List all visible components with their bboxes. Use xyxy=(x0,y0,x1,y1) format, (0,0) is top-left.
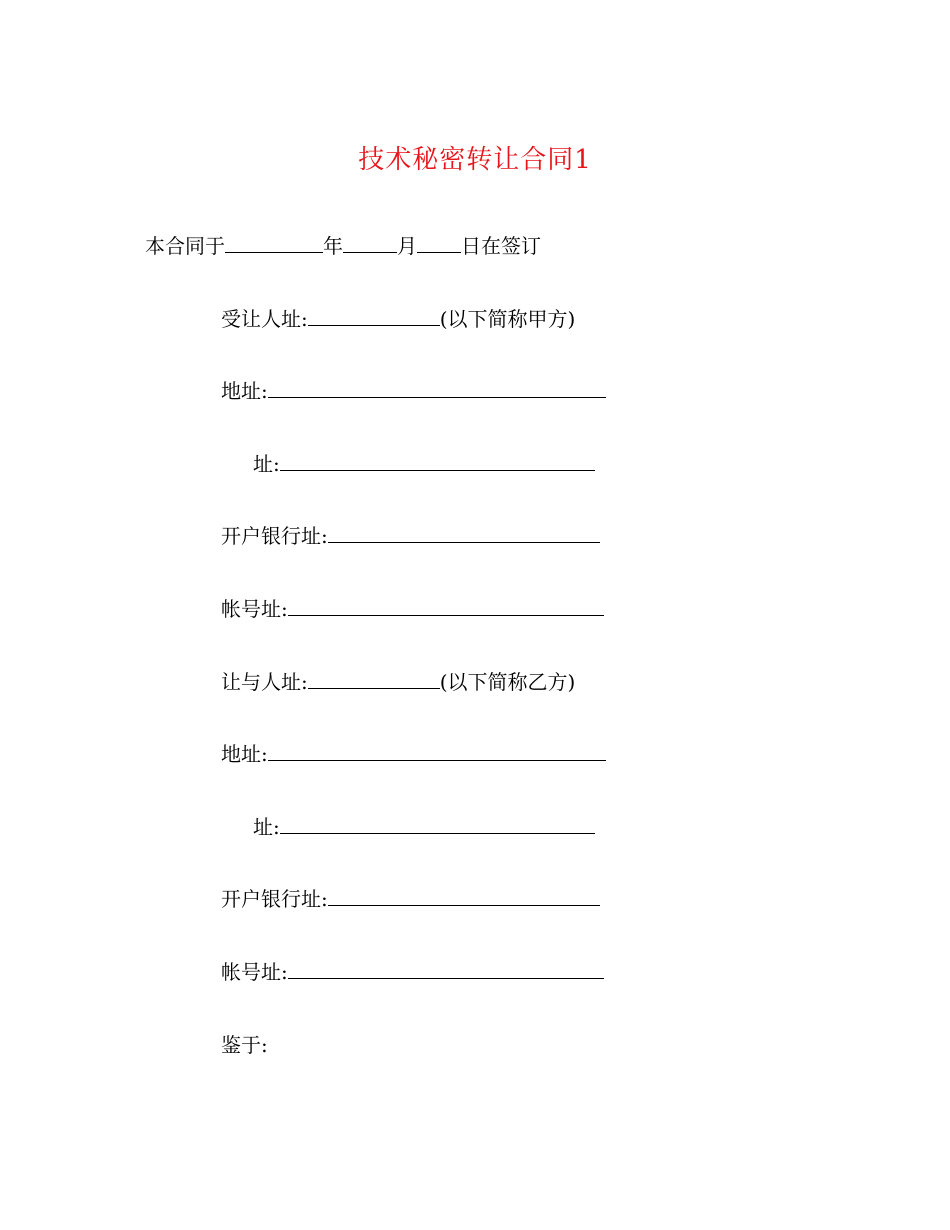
party-b-account-label: 帐号址: xyxy=(221,960,288,984)
year-blank[interactable] xyxy=(225,232,323,253)
party-b-address-label: 地址: xyxy=(221,742,268,766)
party-b-bank-label: 开户银行址: xyxy=(221,887,328,911)
party-b-account-blank[interactable] xyxy=(288,958,604,979)
party-a-second-address-line xyxy=(253,450,595,478)
party-a-address-line xyxy=(221,377,606,405)
party-a-name-line xyxy=(221,305,575,333)
party-a-address-blank[interactable] xyxy=(268,377,606,398)
whereas-line xyxy=(221,1031,268,1059)
year-label: 年 xyxy=(323,234,343,258)
party-b-account-line xyxy=(221,958,604,986)
party-b-second-address-line xyxy=(253,813,595,841)
document-title: 技术秘密转让合同1 xyxy=(358,145,592,175)
party-b-name-line xyxy=(221,668,575,696)
party-b-address-blank[interactable] xyxy=(268,740,606,761)
party-b-second-address-label: 址: xyxy=(253,815,280,839)
party-b-name-label: 让与人址: xyxy=(221,670,308,694)
party-b-bank-blank[interactable] xyxy=(328,885,600,906)
party-b-bank-line xyxy=(221,885,600,913)
party-a-bank-blank[interactable] xyxy=(328,522,600,543)
party-a-account-blank[interactable] xyxy=(288,595,604,616)
party-a-second-address-blank[interactable] xyxy=(280,450,595,471)
party-a-name-label: 受让人址: xyxy=(221,307,308,331)
date-prefix: 本合同于 xyxy=(145,234,225,258)
party-b-name-blank[interactable] xyxy=(308,668,440,689)
contract-date-line xyxy=(145,232,541,260)
party-a-address-label: 地址: xyxy=(221,379,268,403)
party-a-bank-label: 开户银行址: xyxy=(221,524,328,548)
day-blank[interactable] xyxy=(417,232,461,253)
party-a-bank-line xyxy=(221,522,600,550)
party-b-second-address-blank[interactable] xyxy=(280,813,595,834)
party-a-name-suffix: (以下简称甲方) xyxy=(439,307,576,331)
month-blank[interactable] xyxy=(343,232,397,253)
whereas-label: 鉴于: xyxy=(221,1033,268,1057)
party-a-account-line xyxy=(221,595,604,623)
party-a-account-label: 帐号址: xyxy=(221,597,288,621)
party-b-name-suffix: (以下简称乙方) xyxy=(439,670,576,694)
month-label: 月 xyxy=(397,234,417,258)
day-label: 日在签订 xyxy=(461,234,541,258)
party-b-address-line xyxy=(221,740,606,768)
party-a-second-address-label: 址: xyxy=(253,452,280,476)
party-a-name-blank[interactable] xyxy=(308,305,440,326)
